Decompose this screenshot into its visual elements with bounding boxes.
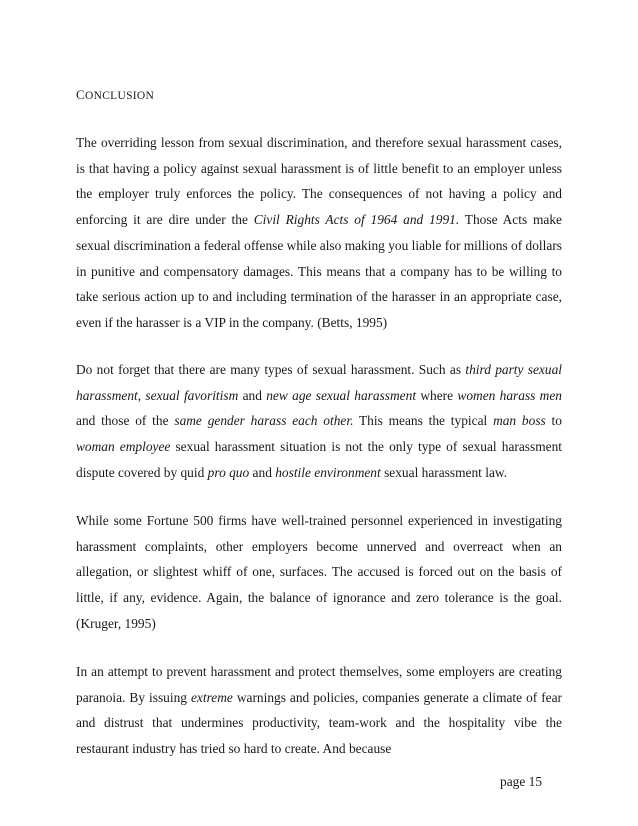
page-number: page 15 bbox=[500, 774, 543, 789]
paragraph-text: sexual harassment law. bbox=[380, 464, 508, 480]
paragraph-text: and bbox=[249, 464, 276, 480]
paragraph-text: Do not forget that there are many types of sexual harassment. Such as bbox=[76, 362, 466, 377]
paragraph-text: where bbox=[416, 387, 458, 403]
paragraph-text: In an attempt to prevent harassment and protect themselves, some employers are creating paranoia. By issuing bbox=[76, 664, 562, 705]
paragraph-text: Those Acts make sexual discrimination a federal offense while also making you liable for millions of dollars in punitive and compensatory damages. This means that a company has to be willing to take serious action up to and including termination of the harasser in an appropriate case, even if the harasser is a VIP in the company. (Betts, 1995) bbox=[76, 212, 562, 330]
paragraph-text: sexual harassment situation is not the only type of sexual harassment dispute covered by quid bbox=[76, 439, 562, 480]
paragraph-4 bbox=[76, 659, 562, 762]
emphasis-text: man boss bbox=[493, 413, 546, 429]
paragraph-text: warnings and policies, companies generate a climate of fear and distrust that undermines productivity, team-work and the hospitality vibe the restaurant industry has tried so hard to create. And because bbox=[76, 689, 563, 757]
paragraph-text: and those of the bbox=[76, 413, 175, 429]
emphasis-text: pro quo bbox=[207, 464, 250, 480]
heading-rest: ONCLUSION bbox=[84, 90, 155, 102]
emphasis-text: woman employee bbox=[76, 439, 171, 455]
emphasis-text: same gender harass each other. bbox=[174, 413, 354, 429]
paragraph-text: This means the typical bbox=[353, 413, 494, 429]
section-heading bbox=[76, 87, 154, 104]
emphasis-text: hostile environment bbox=[275, 464, 381, 480]
emphasis-text: extreme bbox=[190, 689, 233, 705]
emphasis-text: Civil Rights Acts of 1964 and 1991. bbox=[253, 212, 460, 228]
paragraph-text: The overriding lesson from sexual discrimination, and therefore sexual harassment cases, is that having a policy against sexual harassment is of little benefit to an employer unless the employer truly enforces the policy. The consequences of not having a policy and enforcing it are dire under the bbox=[76, 135, 562, 228]
paragraph-2 bbox=[76, 357, 562, 486]
paragraph-text: , bbox=[137, 387, 146, 403]
paragraph-text: and bbox=[238, 387, 267, 403]
paragraph-text: to bbox=[545, 413, 562, 429]
paragraph-3: While some Fortune 500 firms have well-trained personnel experienced in investigating harassment complaints, other employers become unnerved and overreact when an allegation, or slightest whiff of one, surfaces. The accused is forced out on the basis of little, if any, evidence. Again, the balance of ignorance and zero tolerance is the goal. (Kruger, 1995) bbox=[76, 513, 562, 631]
heading-initial: C bbox=[76, 87, 85, 102]
paragraph-1 bbox=[76, 130, 562, 336]
emphasis-text: sexual favoritism bbox=[145, 387, 239, 403]
emphasis-text: women harass men bbox=[457, 387, 562, 403]
emphasis-text: third party sexual harassment bbox=[76, 362, 562, 403]
emphasis-text: new age sexual harassment bbox=[266, 387, 417, 403]
